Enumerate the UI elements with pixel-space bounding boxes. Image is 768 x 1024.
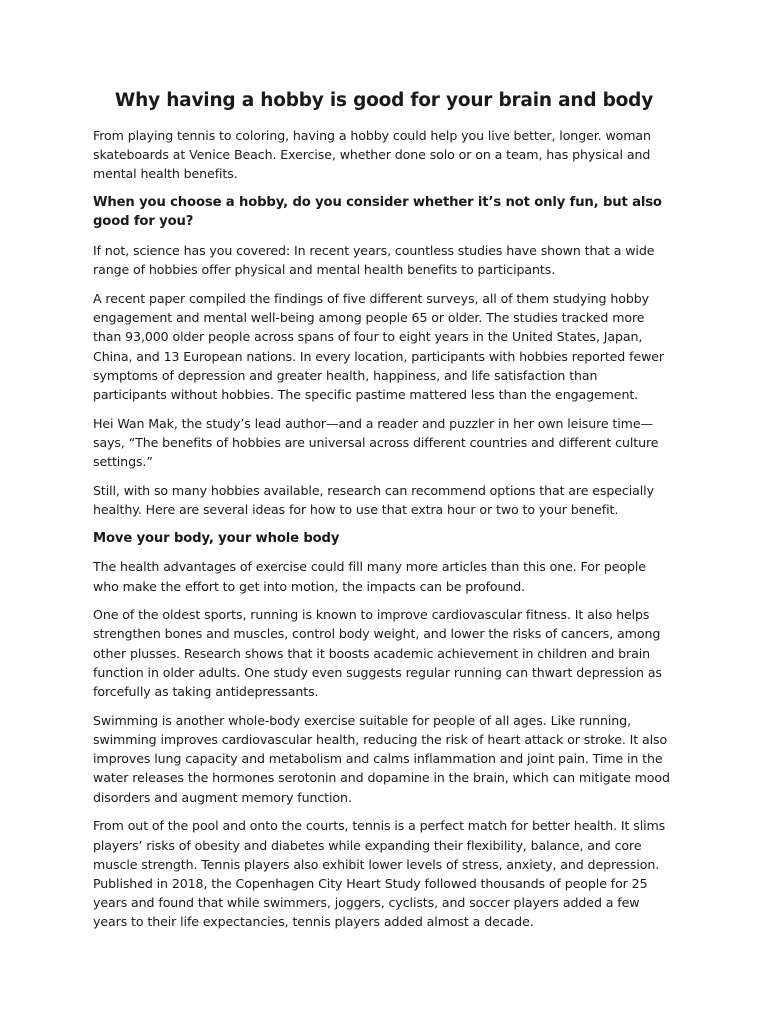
paragraph-tennis: From out of the pool and onto the courts, tennis is a perfect match for better health. It slims players’ risks of obesity and diabetes while expanding their flexibility, balance, and core muscle strength. Tennis players also exhibit lower levels of stress, anxiety, and depression. Published in 2018, the Copenhagen City Heart Study followed thousands of people for 25 years and found that while swimmers, joggers, cyclists, and soccer players added a few years to their life expectancies, tennis players added almost a decade. <box>93 818 666 930</box>
paragraph-science: If not, science has you covered: In recent years, countless studies have shown that a wide range of hobbies offer physical and mental health benefits to participants. <box>93 243 655 278</box>
document-page <box>93 88 675 941</box>
paragraph-ideas: Still, with so many hobbies available, research can recommend options that are especially healthy. Here are several ideas for how to use that extra hour or two to your benefit. <box>93 482 654 517</box>
subheading-choose-hobby: When you choose a hobby, do you consider whether it’s not only fun, but also good for you? <box>93 195 662 230</box>
paragraph-running: One of the oldest sports, running is known to improve cardiovascular fitness. It also helps strengthen bones and muscles, control body weight, and lower the risks of cancers, among other plusses. Research shows that it boosts academic achievement in children and brain function in older adults. One study even suggests regular running can thwart depression as forcefully as taking antidepressants. <box>93 607 662 700</box>
paragraph-intro: From playing tennis to coloring, having a hobby could help you live better, longer. woman skateboards at Venice Beach. Exercise, whether done solo or on a team, has physical and mental health benefits. <box>93 128 651 182</box>
paragraph-lead-author-quote: Hei Wan Mak, the study’s lead author—and a reader and puzzler in her own leisure time—says, “The benefits of hobbies are universal across different countries and different culture settings.” <box>93 415 659 470</box>
paragraph-exercise-advantages: The health advantages of exercise could fill many more articles than this one. For people who make the effort to get into motion, the impacts can be profound. <box>93 559 646 594</box>
article-title: Why having a hobby is good for your brain and body <box>114 90 654 111</box>
subheading-move-body: Move your body, your whole body <box>93 530 340 546</box>
paragraph-recent-paper: A recent paper compiled the findings of five different surveys, all of them studying hobby engagement and mental well-being among people 65 or older. The studies tracked more than 93,000 older people across spans of four to eight years in the United States, Japan, China, and 13 European nations. In every location, participants with hobbies reported fewer symptoms of depression and greater health, happiness, and life satisfaction than participants without hobbies. The specific pastime mattered less than the engagement. <box>93 290 665 402</box>
paragraph-swimming: Swimming is another whole-body exercise suitable for people of all ages. Like running, swimming improves cardiovascular health, reducing the risk of heart attack or stroke. It also improves lung capacity and metabolism and calms inflammation and joint pain. Time in the water releases the hormones serotonin and dopamine in the brain, which can mitigate mood disorders and augment memory function. <box>93 712 670 805</box>
